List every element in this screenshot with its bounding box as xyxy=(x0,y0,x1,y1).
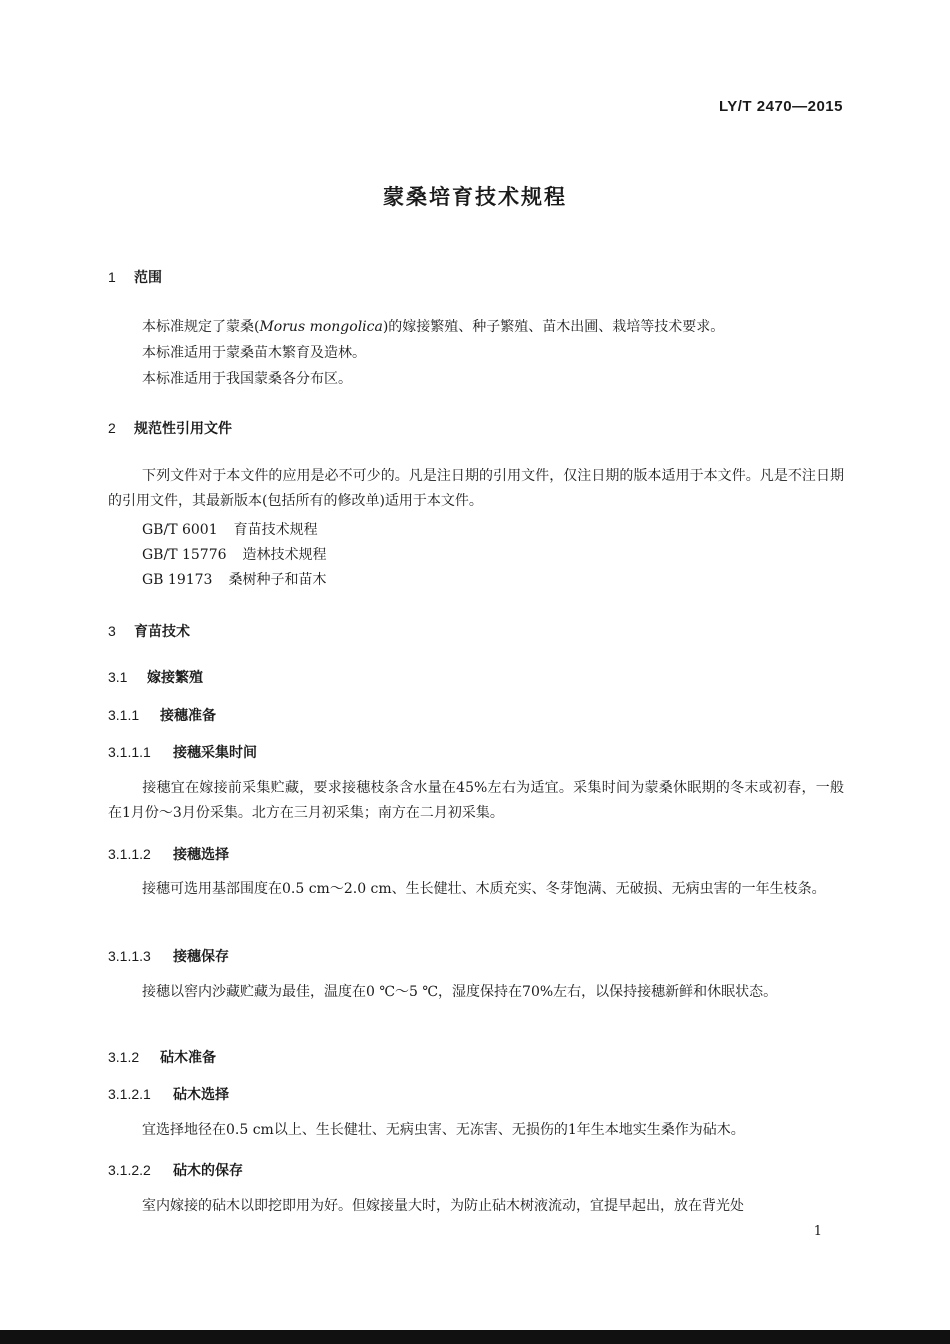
section-title: 范围 xyxy=(134,270,162,286)
reference-name: 桑树种子和苗木 xyxy=(228,572,327,588)
section-3-1-2-heading xyxy=(108,1047,216,1067)
section-number: 3.1.2.2 xyxy=(108,1162,151,1178)
section-number: 3.1.2.1 xyxy=(108,1086,151,1102)
bottom-border xyxy=(0,1330,950,1344)
section-3-1-1-2-heading xyxy=(108,844,229,864)
reference-item xyxy=(142,569,326,589)
reference-item xyxy=(142,544,327,564)
section-number: 2 xyxy=(108,420,116,436)
paragraph-scion-storage xyxy=(108,980,844,1005)
reference-code: GB 19173 xyxy=(142,572,213,588)
page-number: 1 xyxy=(813,1224,822,1239)
reference-code: GB/T 6001 xyxy=(142,522,218,538)
section-title: 育苗技术 xyxy=(134,624,190,640)
section-3-1-2-2-heading xyxy=(108,1160,243,1180)
text: 宜选择地径在0.5 cm以上、生长健壮、无病虫害、无冻害、无损伤的1年生本地实生桑作为砧木。 xyxy=(142,1122,745,1138)
paragraph-normative-refs xyxy=(108,464,844,514)
section-title: 规范性引用文件 xyxy=(134,421,232,437)
standard-code: LY/T 2470—2015 xyxy=(718,98,843,115)
text: 接穗可选用基部围度在0.5 cm～2.0 cm、生长健壮、木质充实、冬芽饱满、无破损、无病虫害的一年生枝条。 xyxy=(142,881,826,897)
section-number: 3 xyxy=(108,623,116,639)
paragraph-rootstock-storage xyxy=(108,1194,844,1219)
text: 室内嫁接的砧木以即挖即用为好。但嫁接量大时，为防止砧木树液流动，宜提早起出，放在背光处 xyxy=(142,1198,744,1214)
section-3-1-2-1-heading xyxy=(108,1084,229,1104)
text: )的嫁接繁殖、种子繁殖、苗木出圃、栽培等技术要求。 xyxy=(382,319,725,335)
latin-name: Morus mongolica xyxy=(259,319,383,335)
section-2-heading xyxy=(108,418,232,438)
reference-name: 造林技术规程 xyxy=(242,547,327,563)
section-title: 接穗采集时间 xyxy=(173,745,257,761)
section-3-1-1-3-heading xyxy=(108,946,229,966)
section-title: 砧木的保存 xyxy=(173,1163,243,1179)
paragraph-scope-3: 本标准适用于我国蒙桑各分布区。 xyxy=(142,371,352,387)
section-3-1-heading xyxy=(108,667,203,687)
section-number: 3.1.1.1 xyxy=(108,744,151,760)
text: 本标准规定了蒙桑( xyxy=(142,319,260,335)
text: 下列文件对于本文件的应用是必不可少的。凡是注日期的引用文件，仅注日期的版本适用于本文件。凡是不注日期的引用文件，其最新版本(包括所有的修改单)适用于本文件。 xyxy=(108,468,844,509)
section-3-1-1-heading xyxy=(108,705,216,725)
paragraph-scope-2: 本标准适用于蒙桑苗木繁育及造林。 xyxy=(142,345,366,361)
paragraph-scion-selection xyxy=(108,877,844,902)
reference-code: GB/T 15776 xyxy=(142,547,227,563)
text: 接穗宜在嫁接前采集贮藏，要求接穗枝条含水量在45%左右为适宜。采集时间为蒙桑休眠期的冬末或初春，一般在1月份～3月份采集。北方在三月初采集；南方在二月初采集。 xyxy=(108,780,844,821)
reference-item xyxy=(142,519,318,539)
section-title: 接穗保存 xyxy=(173,949,229,965)
document-title: 蒙桑培育技术规程 xyxy=(383,185,567,209)
section-1-heading xyxy=(108,267,162,287)
paragraph-scope-1 xyxy=(142,316,724,336)
section-3-heading xyxy=(108,621,190,641)
section-number: 1 xyxy=(108,269,116,285)
paragraph-scion-collection-time xyxy=(108,776,844,826)
section-number: 3.1.1.2 xyxy=(108,846,151,862)
section-number: 3.1 xyxy=(108,669,128,685)
section-number: 3.1.1.3 xyxy=(108,948,151,964)
section-title: 砧木选择 xyxy=(173,1087,229,1103)
section-3-1-1-1-heading xyxy=(108,742,257,762)
section-title: 砧木准备 xyxy=(160,1050,216,1066)
paragraph-rootstock-selection xyxy=(108,1118,844,1143)
section-title: 接穗选择 xyxy=(173,847,229,863)
reference-name: 育苗技术规程 xyxy=(233,522,318,538)
section-number: 3.1.2 xyxy=(108,1049,140,1065)
section-title: 接穗准备 xyxy=(160,708,216,724)
section-title: 嫁接繁殖 xyxy=(147,670,203,686)
section-number: 3.1.1 xyxy=(108,707,140,723)
text: 接穗以窖内沙藏贮藏为最佳，温度在0 ℃～5 ℃，湿度保持在70%左右，以保持接穗新鲜和休眠状态。 xyxy=(142,984,778,1000)
